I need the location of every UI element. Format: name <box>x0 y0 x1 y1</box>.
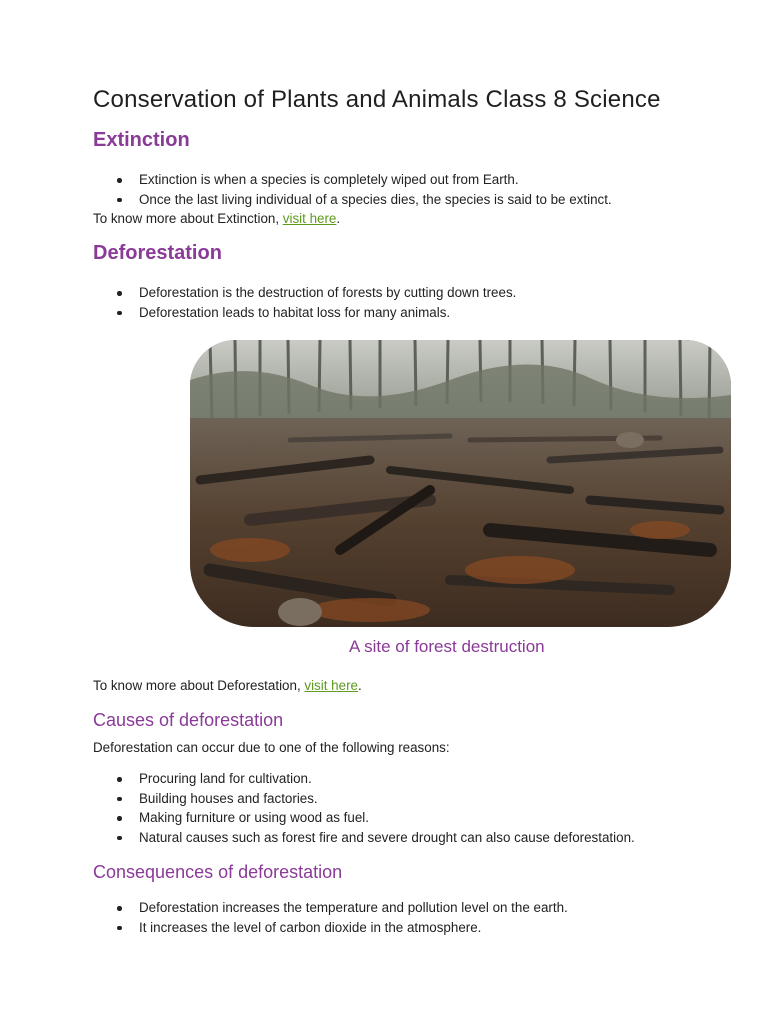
image-caption: A site of forest destruction <box>349 637 545 656</box>
extinction-visit-link[interactable]: visit here <box>282 211 337 226</box>
causes-intro: Deforestation can occur due to one of the following reasons: <box>93 740 450 755</box>
list-item: Deforestation is the destruction of forests by cutting down trees. <box>93 283 516 303</box>
extinction-more-text <box>93 209 340 228</box>
list-item: It increases the level of carbon dioxide in the atmosphere. <box>93 918 568 938</box>
deforestation-more-suffix: . <box>357 678 362 693</box>
list-item: Extinction is when a species is completely wiped out from Earth. <box>93 170 612 190</box>
deforestation-visit-link[interactable]: visit here <box>304 678 358 693</box>
list-item: Once the last living individual of a species dies, the species is said to be extinct. <box>93 190 612 210</box>
deforestation-more-prefix: To know more about Deforestation, <box>93 678 305 693</box>
list-item: Deforestation increases the temperature and pollution level on the earth. <box>93 898 568 918</box>
page-title: Conservation of Plants and Animals Class 8 Science <box>93 86 661 113</box>
deforestation-heading: Deforestation <box>93 242 222 264</box>
forest-destruction-photo <box>190 340 731 627</box>
forest-destruction-image <box>190 340 731 627</box>
causes-heading: Causes of deforestation <box>93 710 284 730</box>
causes-list <box>93 769 635 847</box>
list-item: Making furniture or using wood as fuel. <box>93 808 635 828</box>
list-item: Deforestation leads to habitat loss for many animals. <box>93 303 516 323</box>
consequences-heading: Consequences of deforestation <box>93 862 343 882</box>
deforestation-more-text <box>93 676 362 695</box>
extinction-more-prefix: To know more about Extinction, <box>93 211 283 226</box>
list-item: Natural causes such as forest fire and severe drought can also cause deforestation. <box>93 828 635 848</box>
deforestation-list <box>93 283 516 322</box>
extinction-more-suffix: . <box>336 211 341 226</box>
list-item: Building houses and factories. <box>93 789 635 809</box>
extinction-list <box>93 170 612 209</box>
list-item: Procuring land for cultivation. <box>93 769 635 789</box>
extinction-heading: Extinction <box>93 129 190 151</box>
consequences-list <box>93 898 568 937</box>
